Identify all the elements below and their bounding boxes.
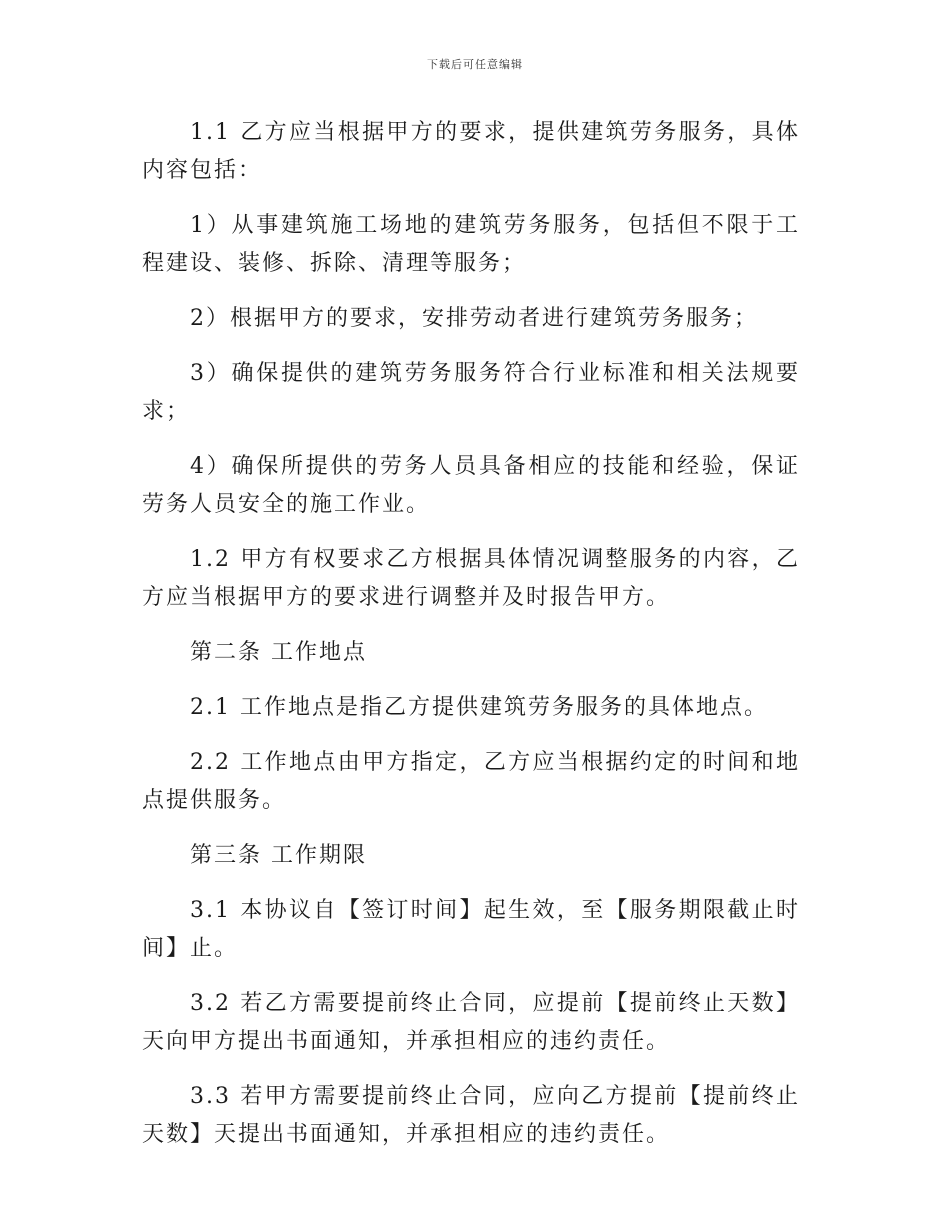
clause-1-1-item-2: 2）根据甲方的要求，安排劳动者进行建筑劳务服务； — [190, 306, 758, 331]
page-header: 下载后可任意编辑 — [427, 58, 523, 71]
clause-1-1: 1.1 乙方应当根据甲方的要求，提供建筑劳务服务，具体内容包括： — [142, 120, 800, 183]
clause-3-1: 3.1 本协议自【签订时间】起生效，至【服务期限截止时间】止。 — [142, 898, 800, 961]
document-body — [142, 114, 800, 1171]
clause-1-2: 1.2 甲方有权要求乙方根据具体情况调整服务的内容，乙方应当根据甲方的要求进行调整并及时报告甲方。 — [142, 547, 800, 610]
section-heading-work-location: 第二条 工作地点 — [190, 640, 367, 665]
clause-1-1-item-4: 4）确保所提供的劳务人员具备相应的技能和经验，保证劳务人员安全的施工作业。 — [142, 454, 800, 517]
clause-3-3: 3.3 若甲方需要提前终止合同，应向乙方提前【提前终止天数】天提出书面通知，并承担相应的违约责任。 — [142, 1084, 800, 1147]
clause-1-1-item-1: 1）从事建筑施工场地的建筑劳务服务，包括但不限于工程建设、装修、拆除、清理等服务； — [142, 213, 800, 276]
clause-3-2: 3.2 若乙方需要提前终止合同，应提前【提前终止天数】天向甲方提出书面通知，并承担相应的违约责任。 — [142, 991, 800, 1054]
clause-2-1: 2.1 工作地点是指乙方提供建筑劳务服务的具体地点。 — [190, 695, 768, 720]
clause-1-1-item-3: 3）确保提供的建筑劳务服务符合行业标准和相关法规要求； — [142, 361, 800, 424]
section-heading-work-term: 第三条 工作期限 — [190, 843, 367, 868]
clause-2-2: 2.2 工作地点由甲方指定，乙方应当根据约定的时间和地点提供服务。 — [142, 750, 800, 813]
